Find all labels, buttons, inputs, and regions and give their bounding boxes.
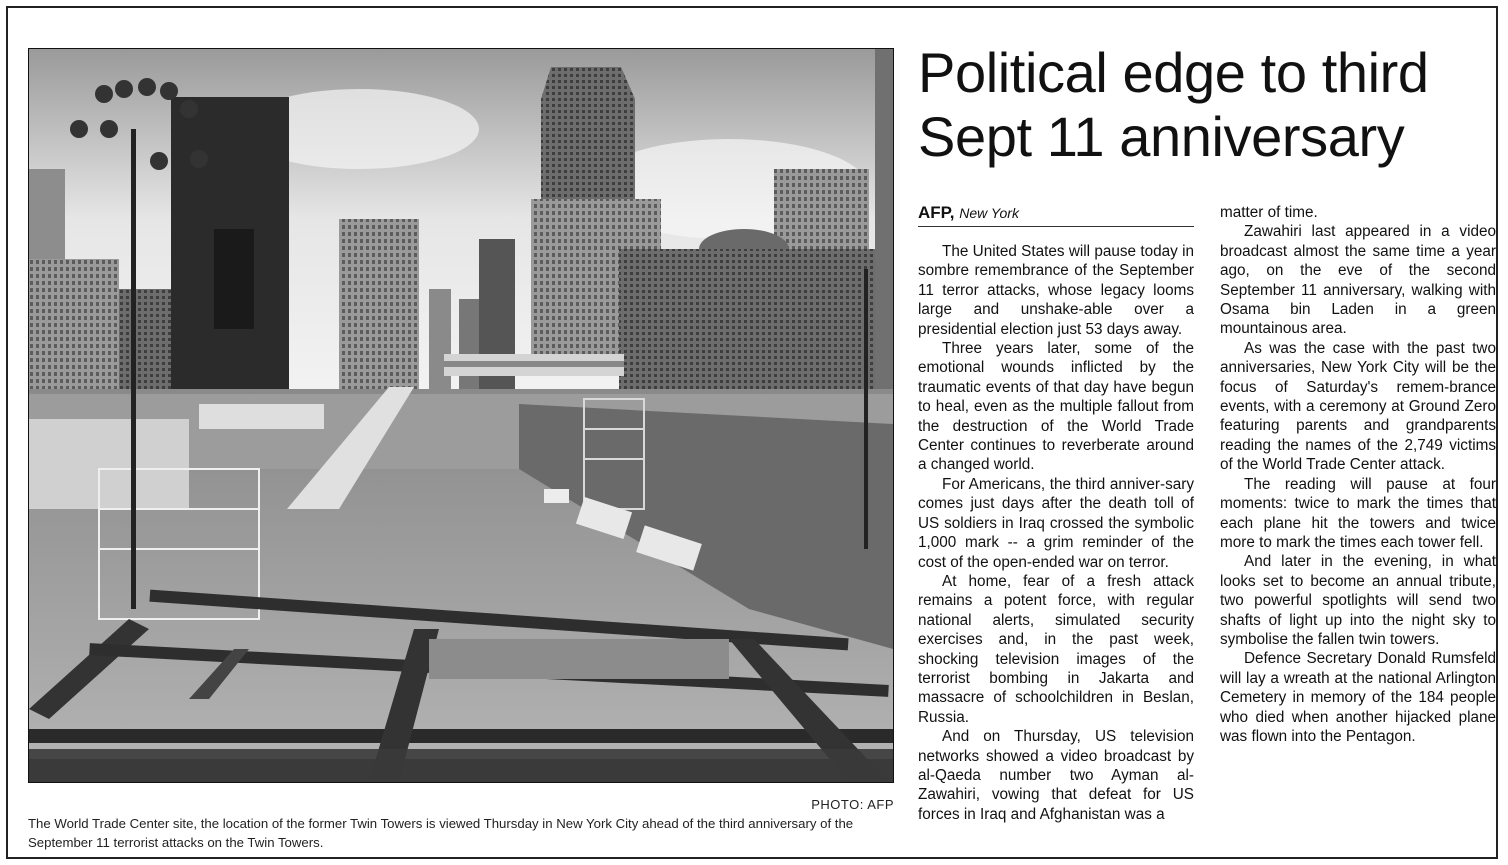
news-photo [28, 48, 894, 783]
article-column-2 [1220, 203, 1496, 746]
paragraph: Three years later, some of the emotional wounds inflicted by the traumatic events of that day have begun to heal, even as the multiple fallout from the destruction of the World Trade Center continues to reverberate around a changed world. [918, 340, 1194, 474]
paragraph: The reading will pause at four moments: twice to mark the times that each plane hit the towers and twice more to mark the times each tower fell. [1220, 475, 1496, 551]
byline-agency: AFP, [918, 203, 955, 222]
photo-caption: The World Trade Center site, the location of the former Twin Towers is viewed Thursday in New York City ahead of the third anniversary of the September 11 terrorist attacks on the Twin Towers. [28, 816, 854, 850]
byline-location: New York [959, 205, 1019, 221]
paragraph: And on Thursday, US television networks showed a video broadcast by al-Qaeda number two Ayman al-Zawahiri, vowing that defeat for US forces in Iraq and Afghanistan was a [918, 728, 1194, 823]
photo-credit: PHOTO: AFP [811, 797, 894, 812]
paragraph: Zawahiri last appeared in a video broadcast almost the same time a year ago, on the eve of the second September 11 anniversary, walking with Osama bin Laden in a green mountainous area. [1220, 223, 1496, 338]
paragraph: As was the case with the past two anniversaries, New York City will be the focus of Saturday's remem-brance events, with a ceremony at Ground Zero featuring parents and grandparents reading the names of the 2,749 victims of the World Trade Center attack. [1220, 339, 1496, 474]
byline [918, 202, 1194, 227]
article-column-1 [918, 242, 1194, 824]
headline: Political edge to third Sept 11 anniversary [918, 41, 1429, 168]
paragraph: The United States will pause today in sombre remembrance of the September 11 terror attacks, whose legacy looms large and unshake-able over a presidential election just 53 days away. [918, 243, 1194, 338]
paragraph: For Americans, the third anniver-sary comes just days after the death toll of US soldiers in Iraq crossed the symbolic 1,000 mark -- a grim reminder of the cost of the open-ended war on terror. [918, 475, 1194, 571]
paragraph: matter of time. [1220, 204, 1318, 221]
paragraph: Defence Secretary Donald Rumsfeld will lay a wreath at the national Arlington Cemetery in memory of the 184 people who died when another hijacked plane was flown into the Pentagon. [1220, 650, 1496, 745]
paragraph: And later in the evening, in what looks set to become an annual tribute, two powerful spotlights will send two shafts of light up into the night sky to symbolise the fallen twin towers. [1220, 553, 1496, 648]
article-frame [6, 6, 1498, 859]
paragraph: At home, fear of a fresh attack remains a potent force, with regular national alerts, simulated security exercises and, in the past week, shocking television images of the terrorist bombing in Jakarta and massacre of schoolchildren in Beslan, Russia. [918, 572, 1194, 726]
